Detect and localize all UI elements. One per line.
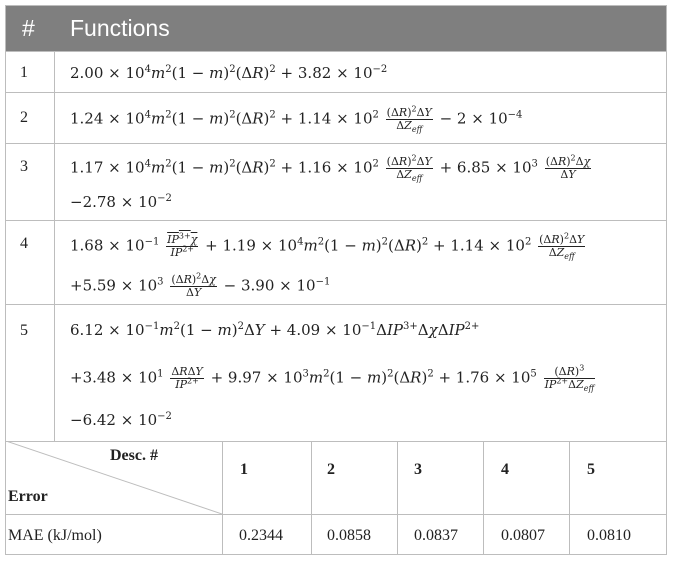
function-formula-4-cont: $+5.59 \times 10^3$ $\frac{(\Delta R)^2\Delta\chi}{\Delta Y}$ − $3.90 \times 10^{-1}$ bbox=[70, 271, 331, 299]
function-formula-2: $1.24 \times 10^4m^2(1 - m)^2(\Delta R)^2 + 1.14 \times 10^2$ $\frac{(\Delta R)^2\Delta Y}{\Delta Z_{eff}}$ − $2 \times 10^{-4}$ bbox=[70, 104, 523, 135]
row-number: 2 bbox=[20, 109, 28, 126]
corner-desc-label: Desc. # bbox=[110, 447, 158, 464]
function-formula-5: $6.12 \times 10^{-1}m^2(1 - m)^2\Delta Y + 4.09 \times 10^{-1}\Delta IP^{3+}\Delta\chi\Delta IP^{2+}$ bbox=[70, 321, 480, 339]
col-header-4: 4 bbox=[501, 461, 509, 478]
mae-value-5: 0.0810 bbox=[587, 527, 631, 544]
row-number: 4 bbox=[20, 235, 28, 252]
function-formula-3-cont: $-2.78 \times 10^{-2}$ bbox=[70, 193, 172, 211]
header-functions: Functions bbox=[70, 15, 170, 41]
row-number: 1 bbox=[20, 64, 28, 81]
mae-value-2: 0.0858 bbox=[327, 527, 371, 544]
mae-row-label: MAE (kJ/mol) bbox=[8, 527, 102, 544]
row-number: 5 bbox=[20, 322, 28, 339]
function-formula-5-cont: $+3.48 \times 10^1$ $\frac{\text{ΔRΔY}}{IP^{2+}}$ + $9.97 \times 10^3m^2(1 - m)^2(\Delta R)^2 + 1.76 \times 10^5$ $\frac{(\Delta R)^3}{IP^{2+}\Delta Z_{eff}}$ bbox=[70, 363, 595, 394]
function-formula-5-cont2: $-6.42 \times 10^{-2}$ bbox=[70, 411, 172, 429]
function-formula-4: $1.68 \times 10^{-1}$ $\frac{IP^{3+}\chi}{IP^{2+}}$ + $1.19 \times 10^4m^2(1 - m)^2(\Delta R)^2 + 1.14 \times 10^2$ $\frac{(\Delta R)^2\Delta Y}{\Delta Z_{eff}}$ bbox=[70, 231, 585, 262]
function-formula-3: $1.17 \times 10^4m^2(1 - m)^2(\Delta R)^2 + 1.16 \times 10^2$ $\frac{(\Delta R)^2\Delta Y}{\Delta Z_{eff}}$ + $6.85 \times 10^3$ $\frac{(\Delta R)^2\Delta\chi}{\Delta Y}$ bbox=[70, 153, 591, 184]
col-header-2: 2 bbox=[327, 461, 335, 478]
col-header-3: 3 bbox=[414, 461, 422, 478]
function-formula-1: $2.00 \times 10^4m^2(1 - m)^2(\Delta R)^2 + 3.82 \times 10^{-2}$ bbox=[70, 64, 388, 82]
mae-value-3: 0.0837 bbox=[414, 527, 458, 544]
corner-error-label: Error bbox=[8, 488, 48, 505]
header-hash: # bbox=[22, 15, 35, 41]
row-number: 3 bbox=[20, 158, 28, 175]
table-header bbox=[6, 6, 666, 51]
col-header-5: 5 bbox=[587, 461, 595, 478]
mae-value-4: 0.0807 bbox=[501, 527, 545, 544]
col-header-1: 1 bbox=[240, 461, 248, 478]
mae-value-1: 0.2344 bbox=[239, 527, 283, 544]
descriptor-table bbox=[5, 5, 667, 555]
